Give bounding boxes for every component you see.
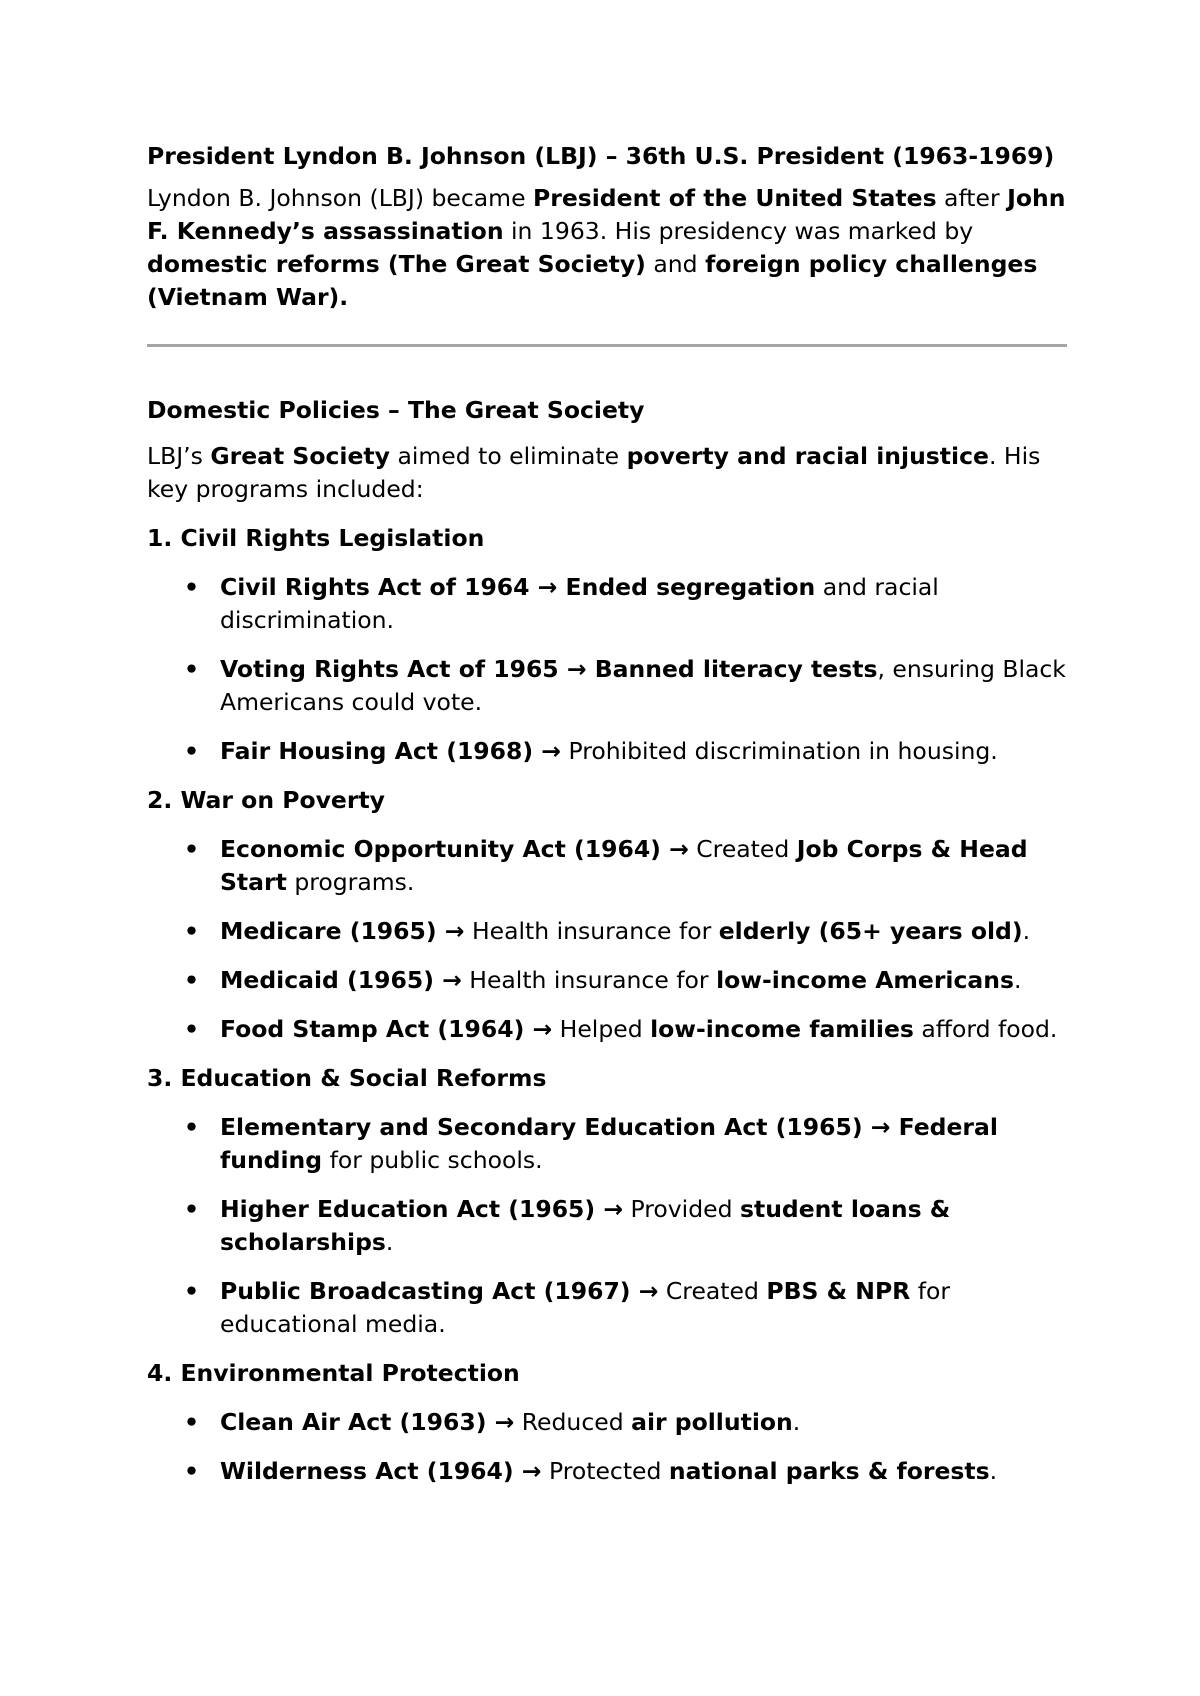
text: . xyxy=(989,1457,998,1485)
bullet-icon: • xyxy=(184,1113,200,1141)
list-item xyxy=(147,833,1067,899)
document-page xyxy=(147,140,1067,1504)
bold-text: Medicaid (1965) → xyxy=(220,966,462,994)
bold-text: Food Stamp Act (1964) → xyxy=(220,1015,553,1043)
bullet-icon: • xyxy=(184,1015,200,1043)
text: . xyxy=(792,1408,801,1436)
bullet-icon: • xyxy=(184,655,200,683)
text: Health insurance for xyxy=(461,966,717,994)
text: afford food. xyxy=(913,1015,1058,1043)
bullet-list xyxy=(147,1111,1067,1341)
list-item xyxy=(147,1406,1067,1439)
bold-text: Elementary and Secondary Education Act (1965) → Federal funding xyxy=(220,1113,998,1174)
text: Created xyxy=(658,1277,767,1305)
bold-text: Fair Housing Act (1968) → xyxy=(220,737,561,765)
bold-text: air pollution xyxy=(631,1408,793,1436)
sections-container xyxy=(147,522,1067,1488)
list-item xyxy=(147,571,1067,637)
bold-text: Economic Opportunity Act (1964) → xyxy=(220,835,689,863)
section-heading: 4. Environmental Protection xyxy=(147,1359,520,1387)
bold-text: domestic reforms (The Great Society) xyxy=(147,250,646,278)
bold-text: national parks & forests xyxy=(668,1457,990,1485)
text: after xyxy=(936,184,1008,212)
text: and racial discrimination. xyxy=(220,573,939,634)
list-item xyxy=(147,1013,1067,1046)
intro-paragraph xyxy=(147,182,1067,314)
section-heading: 1. Civil Rights Legislation xyxy=(147,524,485,552)
bold-text: PBS & NPR xyxy=(766,1277,911,1305)
text: . xyxy=(1013,966,1022,994)
list-item xyxy=(147,653,1067,719)
bold-text: poverty and racial injustice xyxy=(626,442,989,470)
text: . xyxy=(1022,917,1031,945)
text: Helped xyxy=(552,1015,651,1043)
bold-text: Clean Air Act (1963) → xyxy=(220,1408,515,1436)
bold-text: Medicare (1965) → xyxy=(220,917,465,945)
horizontal-divider xyxy=(147,344,1067,347)
bold-text: President of the United States xyxy=(533,184,937,212)
bold-text: foreign policy challenges (Vietnam War). xyxy=(147,250,1038,311)
section-intro-paragraph xyxy=(147,440,1067,506)
section-heading: 3. Education & Social Reforms xyxy=(147,1064,547,1092)
bullet-list xyxy=(147,571,1067,768)
text: Provided xyxy=(623,1195,740,1223)
bullet-icon: • xyxy=(184,737,200,765)
bullet-icon: • xyxy=(184,573,200,601)
bold-text: John F. Kennedy’s assassination xyxy=(147,184,1066,245)
list-item xyxy=(147,915,1067,948)
bold-text: elderly (65+ years old) xyxy=(718,917,1023,945)
text: LBJ’s xyxy=(147,442,211,470)
bullet-icon: • xyxy=(184,835,200,863)
text: Reduced xyxy=(514,1408,632,1436)
bullet-icon: • xyxy=(184,1195,200,1223)
bold-text: low-income Americans xyxy=(716,966,1014,994)
bullet-icon: • xyxy=(184,1277,200,1305)
bullet-icon: • xyxy=(184,1408,200,1436)
bullet-icon: • xyxy=(184,966,200,994)
bold-text: Voting Rights Act of 1965 → Banned literacy tests xyxy=(220,655,878,683)
section-heading: 2. War on Poverty xyxy=(147,786,385,814)
text: Prohibited discrimination in housing. xyxy=(560,737,998,765)
bold-text: Higher Education Act (1965) → xyxy=(220,1195,624,1223)
bullet-list xyxy=(147,1406,1067,1488)
text: . xyxy=(385,1228,394,1256)
bold-text: Great Society xyxy=(210,442,390,470)
bold-text: Civil Rights Act of 1964 → Ended segregation xyxy=(220,573,816,601)
bullet-icon: • xyxy=(184,1457,200,1485)
text: for public schools. xyxy=(322,1146,543,1174)
section-title: Domestic Policies – The Great Society xyxy=(147,396,645,424)
text: for educational media. xyxy=(220,1277,951,1338)
bold-text: low-income families xyxy=(650,1015,914,1043)
list-item xyxy=(147,1111,1067,1177)
text: Protected xyxy=(541,1457,669,1485)
bullet-icon: • xyxy=(184,917,200,945)
document-title: President Lyndon B. Johnson (LBJ) – 36th U.S. President (1963-1969) xyxy=(147,142,1055,170)
text: in 1963. His presidency was marked by xyxy=(503,217,974,245)
text: . His key programs included: xyxy=(147,442,1041,503)
bullet-list xyxy=(147,833,1067,1046)
list-item xyxy=(147,1193,1067,1259)
list-item xyxy=(147,964,1067,997)
bold-text: Public Broadcasting Act (1967) → xyxy=(220,1277,659,1305)
text: aimed to eliminate xyxy=(389,442,627,470)
bold-text: Wilderness Act (1964) → xyxy=(220,1457,542,1485)
text: Lyndon B. Johnson (LBJ) became xyxy=(147,184,534,212)
text: Created xyxy=(688,835,797,863)
text: and xyxy=(645,250,706,278)
list-item xyxy=(147,1455,1067,1488)
bold-text: Job Corps & Head Start xyxy=(220,835,1028,896)
text: , ensuring Black Americans could vote. xyxy=(220,655,1066,716)
text: Health insurance for xyxy=(464,917,719,945)
list-item xyxy=(147,1275,1067,1341)
bold-text: student loans & scholarships xyxy=(220,1195,951,1256)
list-item xyxy=(147,735,1067,768)
text: programs. xyxy=(286,868,415,896)
